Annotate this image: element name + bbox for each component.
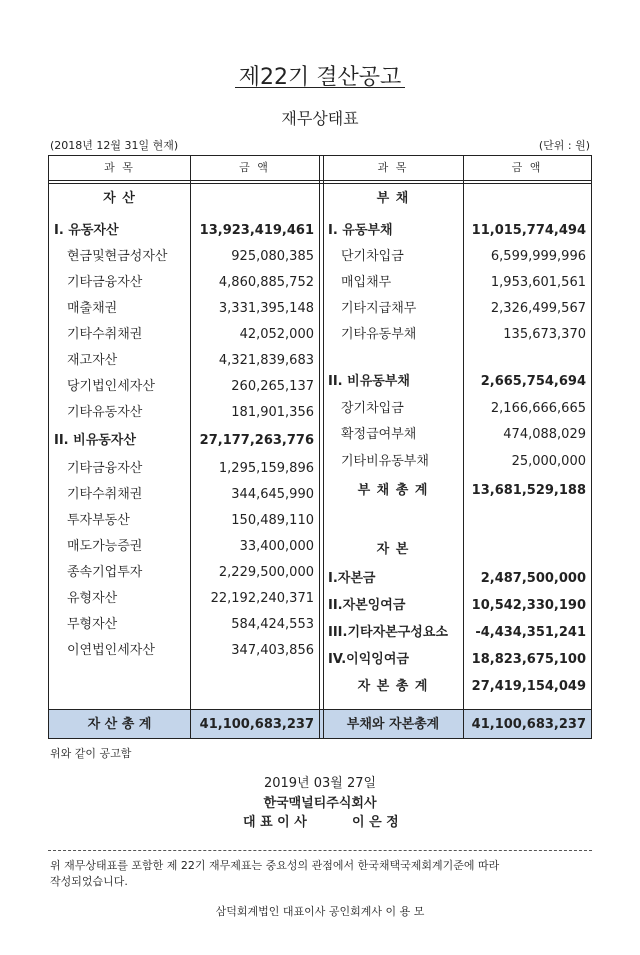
row-value: 13,923,419,461	[199, 223, 314, 238]
statement-title: 재무상태표	[281, 109, 359, 128]
divider	[48, 850, 592, 851]
row-value: 10,542,330,190	[471, 598, 586, 613]
row-label: 자 본 총 계	[357, 679, 429, 694]
row-label: 현금및현금성자산	[67, 249, 168, 264]
row-value: 2,487,500,000	[480, 571, 586, 586]
company-name: 한국맥널티주식회사	[263, 796, 377, 811]
row-label: 기타금융자산	[67, 461, 143, 476]
row-value: 33,400,000	[239, 539, 314, 554]
total-liab-equity-label: 부채와 자본총계	[346, 717, 440, 732]
page-title: 제22기 결산공고	[238, 65, 402, 90]
row-value: 260,265,137	[231, 379, 314, 394]
row-value: 27,177,263,776	[199, 433, 314, 448]
row-label: IV.이익잉여금	[328, 652, 409, 667]
row-label: 기타금융자산	[67, 275, 143, 290]
row-value: 1,953,601,561	[490, 275, 586, 290]
assets-heading: 자 산	[103, 191, 136, 206]
sign-date: 2019년 03월 27일	[263, 776, 377, 791]
balance-sheet-table	[48, 155, 592, 739]
row-value: 584,424,553	[231, 617, 314, 632]
row-label: 매도가능증권	[67, 539, 143, 554]
row-label: II. 비유동자산	[54, 433, 136, 448]
footnote-line-2: 작성되었습니다.	[50, 875, 128, 888]
row-label: 매입채무	[341, 275, 392, 290]
row-value: 42,052,000	[239, 327, 314, 342]
row-value: 181,901,356	[231, 405, 314, 420]
row-value: 474,088,029	[503, 427, 586, 442]
row-label: 기타지급채무	[341, 301, 417, 316]
auditor-line: 삼덕회계법인 대표이사 공인회계사 이 용 모	[215, 905, 425, 918]
row-label: 기타유동자산	[67, 405, 143, 420]
row-value: 13,681,529,188	[471, 483, 586, 498]
row-label: 종속기업투자	[67, 565, 143, 580]
row-label: 재고자산	[67, 353, 118, 368]
row-value: 2,229,500,000	[218, 565, 314, 580]
row-label: 단기차입금	[341, 249, 404, 264]
unit-note: (단위 : 원)	[538, 139, 590, 152]
row-value: 22,192,240,371	[210, 591, 314, 606]
header-left-amount: 금 액	[239, 161, 270, 174]
ceo-name: 이 은 정	[352, 815, 399, 830]
liabilities-heading: 부 채	[376, 191, 410, 206]
row-label: Ⅰ. 유동부채	[328, 223, 393, 238]
row-value: 27,419,154,049	[471, 679, 586, 694]
total-assets-label: 자 산 총 계	[87, 717, 152, 732]
row-label: 무형자산	[67, 617, 118, 632]
row-value: 2,665,754,694	[480, 374, 586, 389]
row-value: 135,673,370	[503, 327, 586, 342]
row-label: 투자부동산	[67, 513, 130, 528]
row-value: 4,321,839,683	[218, 353, 314, 368]
row-value: 25,000,000	[511, 454, 586, 469]
row-label: 부 채 총 계	[357, 483, 429, 498]
row-value: 344,645,990	[231, 487, 314, 502]
date-note: (2018년 12월 31일 현재)	[50, 139, 179, 152]
header-left-item: 과 목	[104, 161, 135, 174]
ceo-title: 대 표 이 사	[243, 815, 307, 830]
row-value: 18,823,675,100	[471, 652, 586, 667]
row-value: 2,326,499,567	[490, 301, 586, 316]
equity-heading: 자 본	[376, 542, 410, 557]
row-label: 기타수취채권	[67, 327, 143, 342]
row-label: II.자본잉여금	[328, 598, 406, 613]
row-value: 347,403,856	[231, 643, 314, 658]
row-label: 기타수취채권	[67, 487, 143, 502]
row-value: 11,015,774,494	[471, 223, 586, 238]
row-value: 4,860,885,752	[218, 275, 314, 290]
total-assets-value: 41,100,683,237	[199, 717, 314, 732]
row-value: 3,331,395,148	[218, 301, 314, 316]
row-label: III.기타자본구성요소	[328, 625, 448, 640]
row-value: 6,599,999,996	[490, 249, 586, 264]
row-value: 2,166,666,665	[490, 401, 586, 416]
row-label: II. 비유동부채	[328, 374, 410, 389]
row-value: 925,080,385	[231, 249, 314, 264]
row-label: 장기차입금	[341, 401, 404, 416]
row-label: 당기법인세자산	[67, 379, 155, 394]
notice-text: 위와 같이 공고함	[50, 747, 132, 760]
row-value: -4,434,351,241	[475, 625, 586, 640]
row-label: 확정급여부채	[341, 427, 417, 442]
row-label: 기타비유동부채	[341, 454, 429, 469]
row-value: 1,295,159,896	[218, 461, 314, 476]
row-value: 150,489,110	[231, 513, 314, 528]
row-label: 기타유동부채	[341, 327, 417, 342]
row-label: Ⅰ. 유동자산	[54, 223, 119, 238]
row-label: 유형자산	[67, 591, 118, 606]
footnote-line-1: 위 재무상태표를 포함한 제 22기 재무제표는 중요성의 관점에서 한국채택국제회계기준에 따라	[50, 859, 500, 872]
row-label: 매출채권	[67, 301, 118, 316]
header-right-item: 과 목	[377, 161, 409, 174]
row-label: 이연법인세자산	[67, 643, 155, 658]
row-label: I.자본금	[328, 571, 376, 586]
total-liab-equity-value: 41,100,683,237	[471, 717, 586, 732]
header-right-amount: 금 액	[511, 161, 543, 174]
title-underline	[235, 87, 405, 88]
